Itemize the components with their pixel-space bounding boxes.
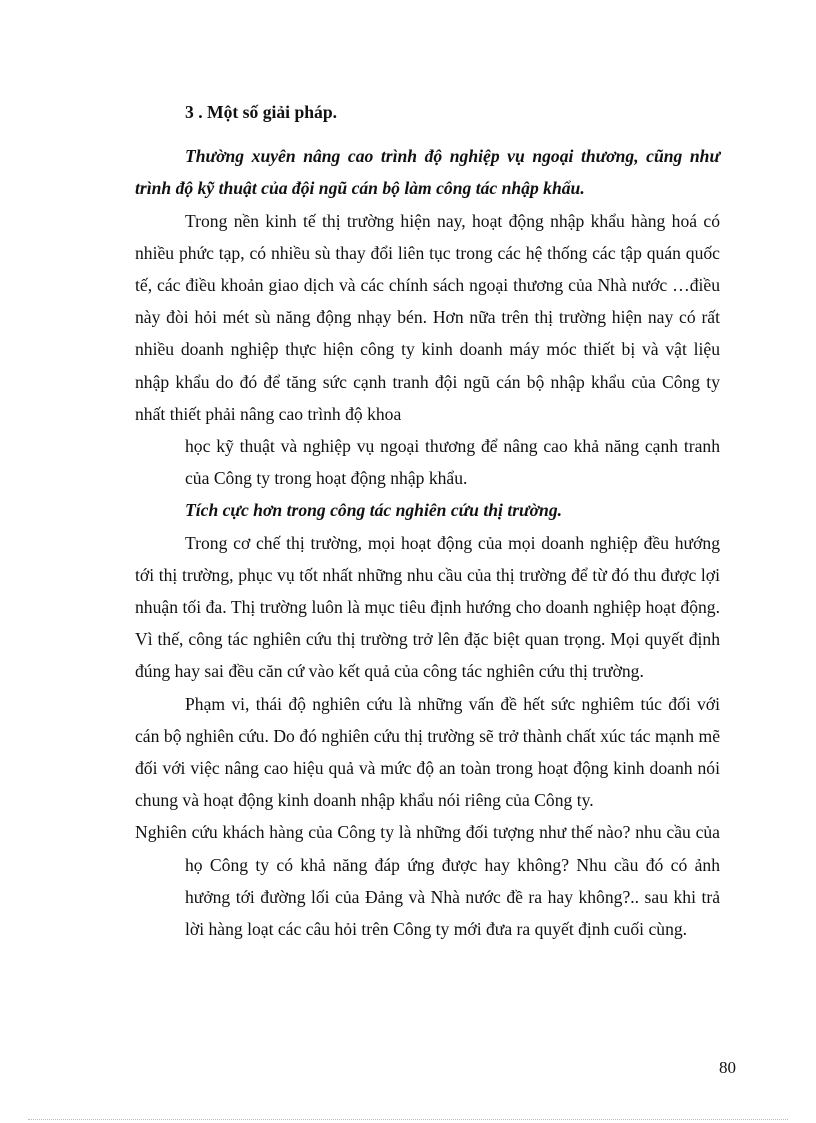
page-number: 80 <box>719 1058 736 1077</box>
section-heading: 3 . Một số giải pháp. <box>185 102 338 122</box>
paragraph-import-complexity-continued: học kỹ thuật và nghiệp vụ ngoại thương để nâng cao khả năng cạnh tranh của Công ty trong hoạt động nhập khẩu. <box>185 436 720 489</box>
footer-divider <box>28 1119 788 1120</box>
subheading-training: Thường xuyên nâng cao trình độ nghiệp vụ ngoại thương, cũng như trình độ kỹ thuật của đội ngũ cán bộ làm công tác nhập khẩu. <box>135 146 720 199</box>
body-text <box>135 96 720 945</box>
paragraph-import-complexity: Trong nền kinh tế thị trường hiện nay, hoạt động nhập khẩu hàng hoá có nhiều phức tạp, có nhiều sù thay đổi liên tục trong các hệ thống các tập quán quốc tế, các điều khoản giao dịch và các chính sách ngoại thương của Nhà nước …điều này đòi hỏi mét sù năng động nhạy bén. Hơn nữa trên thị trường hiện nay có rất nhiều doanh nghiệp thực hiện công ty kinh doanh máy móc thiết bị và vật liệu nhập khẩu do đó để tăng sức cạnh tranh đội ngũ cán bộ nhập khẩu của Công ty nhất thiết phải nâng cao trình độ khoa <box>135 210 720 424</box>
paragraph-market-mechanism: Trong cơ chế thị trường, mọi hoạt động của mọi doanh nghiệp đều hướng tới thị trường, phục vụ tốt nhất những nhu cầu của thị trường để từ đó thu được lợi nhuận tối đa. Thị trường luôn là mục tiêu định hướng cho doanh nghiệp hoạt động. Vì thế, công tác nghiên cứu thị trường trở lên đặc biệt quan trọng. Mọi quyết định đúng hay sai đều căn cứ vào kết quả của công tác nghiên cứu thị trường. <box>135 532 720 682</box>
paragraph-research-scope: Phạm vi, thái độ nghiên cứu là những vấn đề hết sức nghiêm túc đối với cán bộ nghiên cứu. Do đó nghiên cứu thị trường sẽ trở thành chất xúc tác mạnh mẽ đối với việc nâng cao hiệu quả và mức độ an toàn trong hoạt động kinh doanh nói chung và hoạt động kinh doanh nhập khẩu nói riêng của Công ty. <box>135 693 720 811</box>
subheading-market-research: Tích cực hơn trong công tác nghiên cứu thị trường. <box>185 500 563 521</box>
paragraph-customer-research: Nghiên cứu khách hàng của Công ty là những đối tượng như thế nào? nhu cầu của họ Công ty có khả năng đáp ứng được hay không? Nhu cầu đó có ảnh hưởng tới đường lối của Đảng và Nhà nước đề ra hay không?.. sau khi trả lời hàng loạt các câu hỏi trên Công ty mới đưa ra quyết định cuối cùng. <box>135 822 720 940</box>
spacer <box>135 128 720 140</box>
